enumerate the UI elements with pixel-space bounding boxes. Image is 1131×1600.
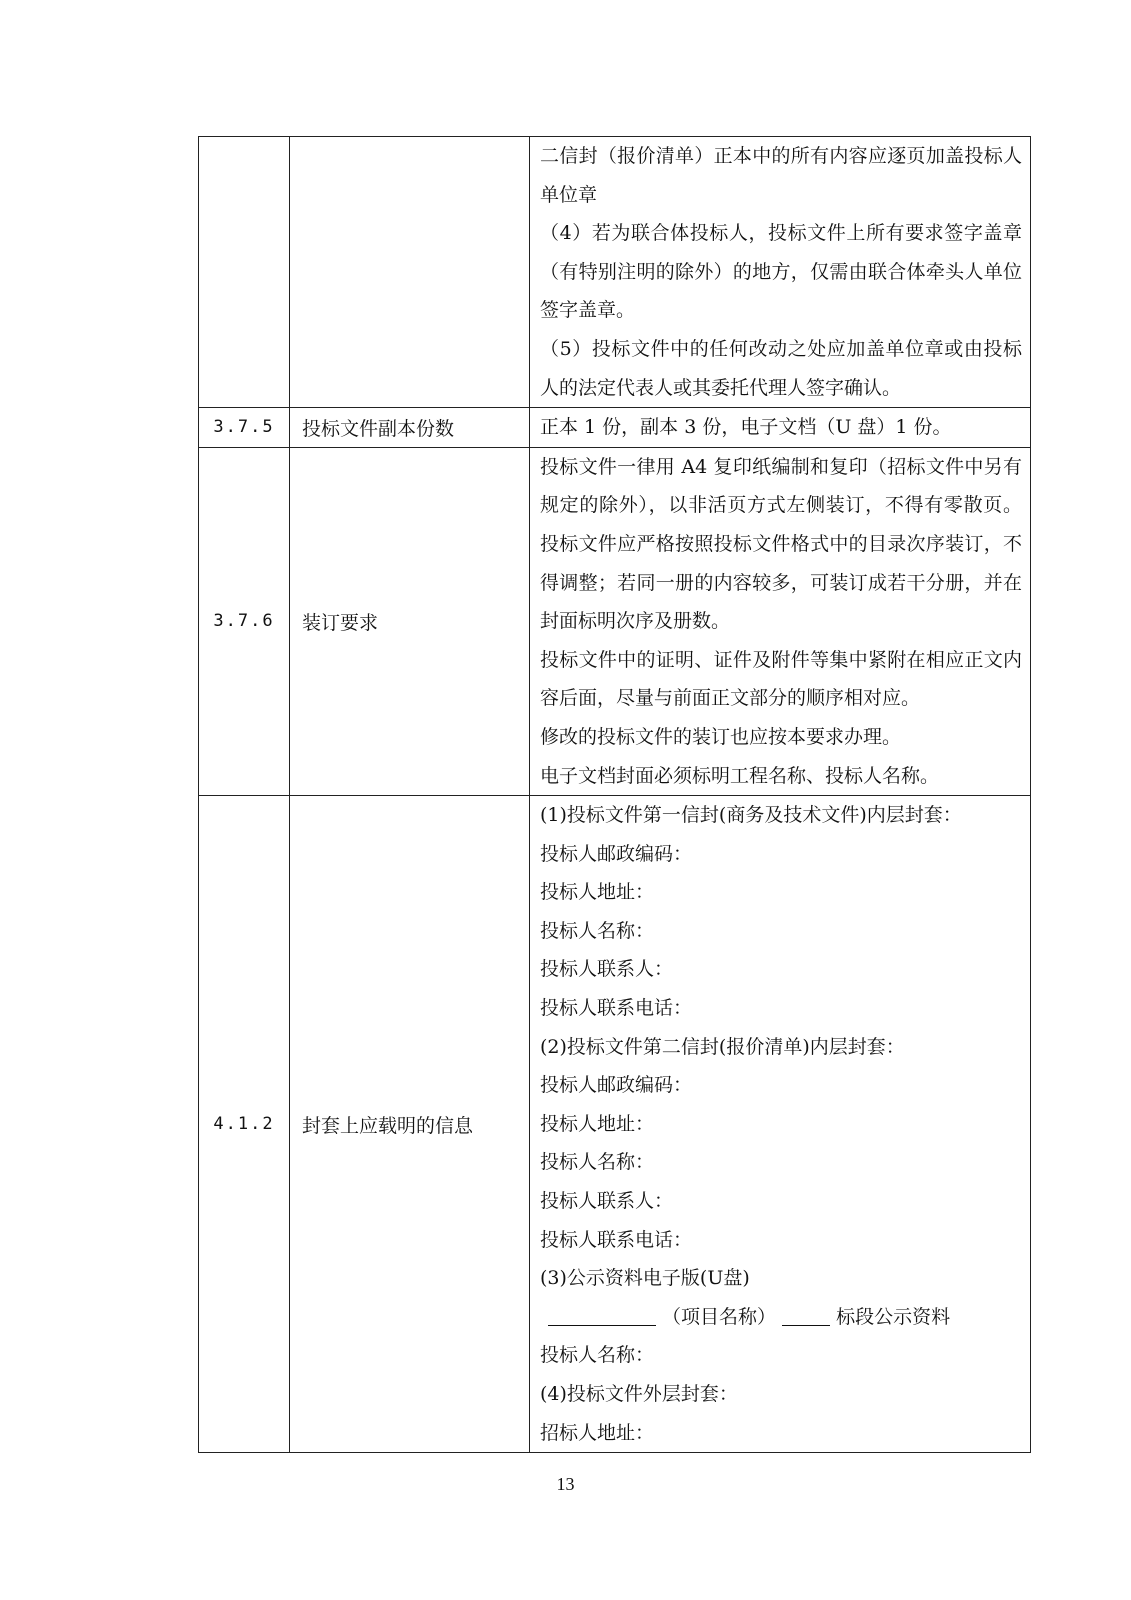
content-line: 修改的投标文件的装订也应按本要求办理。 — [540, 725, 902, 748]
content-line: 二信封（报价清单）正本中的所有内容应逐页加盖投标人 — [540, 145, 1022, 167]
content-line: （有特别注明的除外）的地方，仅需由联合体牵头人单位 — [540, 260, 1022, 283]
content-line: 投标人地址： — [540, 881, 655, 904]
clause-content — [530, 137, 1031, 408]
clause-number: 3.7.5 — [199, 408, 290, 448]
clause-item — [290, 137, 530, 408]
content-line: (1)投标文件第一信封(商务及技术文件)内层封套： — [540, 804, 962, 827]
content-line: 容后面，尽量与前面正文部分的顺序相对应。 — [540, 687, 921, 710]
content-line: 投标人名称： — [540, 1344, 655, 1367]
clause-item: 封套上应载明的信息 — [290, 796, 530, 1453]
clause-table — [198, 136, 1031, 1453]
content-line: 投标文件中的证明、证件及附件等集中紧附在相应正文内 — [540, 648, 1022, 671]
table-row — [199, 447, 1031, 795]
content-line: 封面标明次序及册数。 — [540, 610, 731, 633]
content-line: 投标文件一律用 A4 复印纸编制和复印（招标文件中另有 — [540, 455, 1022, 478]
clause-number: 4.1.2 — [199, 796, 290, 1453]
content-line: 投标人联系人： — [540, 958, 674, 981]
content-line: 投标人邮政编码： — [540, 842, 693, 865]
content-line: 正本 1 份，副本 3 份，电子文档（U 盘）1 份。 — [540, 416, 952, 439]
clause-number — [199, 137, 290, 408]
content-line: 得调整；若同一册的内容较多，可装订成若干分册，并在 — [540, 571, 1022, 594]
content-line: 投标人名称： — [540, 919, 655, 942]
clause-content — [530, 447, 1031, 795]
blank-underline — [548, 1307, 656, 1326]
content-line: （5）投标文件中的任何改动之处应加盖单位章或由投标 — [540, 337, 1022, 360]
content-line: 投标人联系电话： — [540, 997, 693, 1020]
table-row — [199, 408, 1031, 448]
content-line: 投标人联系人： — [540, 1190, 674, 1213]
fill-in-label: （项目名称） — [662, 1305, 777, 1328]
clause-item: 投标文件副本份数 — [290, 408, 530, 448]
content-line: 人的法定代表人或其委托代理人签字确认。 — [540, 376, 902, 399]
clause-item: 装订要求 — [290, 447, 530, 795]
content-line: 电子文档封面必须标明工程名称、投标人名称。 — [540, 764, 940, 787]
content-line: 投标人地址： — [540, 1112, 655, 1135]
page-number: 13 — [556, 1474, 575, 1494]
content-line: （4）若为联合体投标人，投标文件上所有要求签字盖章 — [540, 222, 1022, 245]
content-line: 签字盖章。 — [540, 299, 636, 322]
fill-in-line — [540, 1298, 1022, 1337]
content-line: 投标人联系电话： — [540, 1228, 693, 1251]
table-row — [199, 137, 1031, 408]
content-line: 规定的除外），以非活页方式左侧装订，不得有零散页。 — [540, 494, 1022, 517]
content-line: 投标人邮政编码： — [540, 1074, 693, 1097]
fill-in-label: 标段公示资料 — [836, 1305, 951, 1328]
clause-content — [530, 796, 1031, 1453]
content-line: 投标人名称： — [540, 1151, 655, 1174]
content-line: 投标文件应严格按照投标文件格式中的目录次序装订，不 — [540, 532, 1022, 555]
content-line: 招标人地址： — [540, 1421, 655, 1444]
blank-underline — [782, 1307, 830, 1326]
content-line: (2)投标文件第二信封(报价清单)内层封套： — [540, 1035, 905, 1058]
clause-number: 3.7.6 — [199, 447, 290, 795]
content-line: 单位章 — [540, 183, 598, 206]
table-row — [199, 796, 1031, 1453]
clause-content — [530, 408, 1031, 448]
content-line: (3)公示资料电子版(U盘) — [540, 1267, 750, 1290]
content-line: (4)投标文件外层封套： — [540, 1383, 738, 1405]
